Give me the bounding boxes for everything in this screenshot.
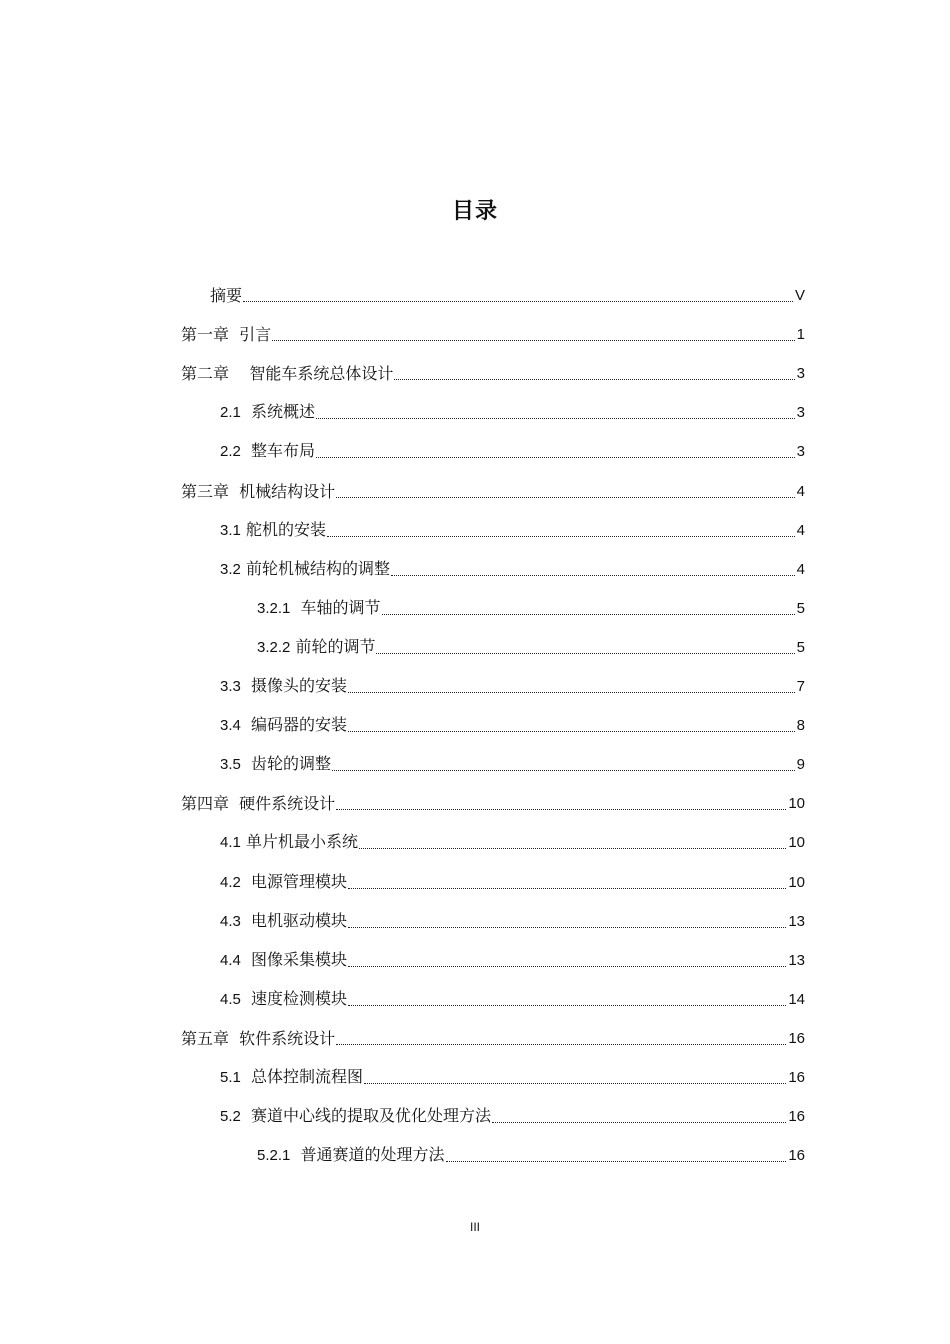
toc-entry-page: 16 bbox=[788, 1029, 805, 1047]
toc-entry-title: 第三章 机械结构设计 bbox=[181, 481, 336, 501]
toc-entry[interactable] bbox=[181, 360, 805, 384]
toc-entry-title: 图像采集模块 bbox=[240, 949, 348, 969]
toc-entry-title: 系统概述 bbox=[240, 402, 316, 422]
toc-entry-label bbox=[220, 832, 358, 853]
toc-entry-page: 13 bbox=[788, 912, 805, 930]
toc-entry[interactable] bbox=[181, 478, 805, 502]
toc-entry-page: 5 bbox=[796, 599, 805, 617]
toc-entry-title: 第五章 软件系统设计 bbox=[181, 1028, 336, 1048]
toc-entry-page: 10 bbox=[788, 795, 805, 813]
toc-entry-title: 舵机的安装 bbox=[240, 519, 326, 539]
toc-entry-title: 整车布局 bbox=[240, 441, 316, 461]
toc-dot-leader bbox=[336, 809, 786, 810]
toc-entry-title: 单片机最小系统 bbox=[240, 832, 358, 852]
toc-entry-number: 2.2 bbox=[220, 443, 241, 461]
toc-entry-number: 5.1 bbox=[220, 1069, 241, 1086]
toc-entry-page: 10 bbox=[788, 873, 805, 891]
toc-entry-label bbox=[220, 911, 347, 932]
toc-entry-number: 4.2 bbox=[220, 873, 241, 891]
toc-entry[interactable] bbox=[257, 634, 805, 658]
toc-entry[interactable] bbox=[181, 1025, 805, 1049]
page-number-footer: III bbox=[469, 1220, 480, 1234]
toc-entry-page: 13 bbox=[788, 951, 805, 969]
toc-entry[interactable] bbox=[220, 1064, 805, 1088]
toc-dot-leader bbox=[243, 301, 793, 302]
toc-entry-label bbox=[220, 715, 347, 736]
toc-entry-title: 第二章 智能车系统总体设计 bbox=[181, 364, 394, 384]
toc-entry-title: 摘要 bbox=[210, 286, 243, 305]
toc-entry-title: 第一章 引言 bbox=[181, 325, 272, 345]
toc-entry-label bbox=[220, 950, 347, 971]
toc-dot-leader bbox=[382, 614, 795, 615]
toc-entry-page: 4 bbox=[796, 482, 805, 500]
toc-entry-title: 前轮的调节 bbox=[290, 636, 376, 656]
toc-entry-label bbox=[257, 637, 375, 658]
toc-entry-number: 3.4 bbox=[220, 717, 241, 735]
toc-entry-page: 16 bbox=[788, 1108, 805, 1126]
toc-entry-label bbox=[220, 754, 331, 775]
toc-entry[interactable] bbox=[220, 947, 805, 971]
toc-entry-label bbox=[220, 441, 315, 462]
toc-dot-leader bbox=[272, 340, 794, 341]
toc-entry-number: 3.3 bbox=[220, 678, 241, 695]
toc-entry-number: 4.1 bbox=[220, 834, 241, 852]
toc-entry-label bbox=[181, 482, 335, 502]
toc-entry-label bbox=[220, 1106, 491, 1127]
toc-entry-label bbox=[181, 325, 271, 345]
page-title: 目录 bbox=[451, 199, 498, 224]
toc-entry-page: 4 bbox=[796, 521, 805, 539]
toc-entry-page: 3 bbox=[796, 443, 805, 461]
toc-entry-title: 电机驱动模块 bbox=[240, 910, 348, 930]
toc-entry-title: 普通赛道的处理方法 bbox=[290, 1145, 445, 1165]
toc-entry-number: 3.2 bbox=[220, 560, 241, 578]
toc-entry-page: 16 bbox=[788, 1147, 805, 1165]
toc-entry-number: 5.2 bbox=[220, 1108, 241, 1126]
toc-entry-page: 3 bbox=[796, 404, 805, 422]
toc-entry[interactable] bbox=[181, 790, 805, 814]
toc-dot-leader bbox=[327, 536, 795, 537]
toc-dot-leader bbox=[364, 1083, 786, 1084]
toc-entry-number: 2.1 bbox=[220, 404, 241, 422]
toc-entry-label bbox=[220, 520, 326, 541]
toc-entry-page: 9 bbox=[796, 756, 805, 774]
toc-dot-leader bbox=[316, 418, 795, 419]
toc-entry-label bbox=[220, 559, 390, 580]
toc-entry[interactable] bbox=[220, 829, 805, 853]
toc-dot-leader bbox=[492, 1122, 786, 1123]
toc-entry-page: 10 bbox=[788, 834, 805, 852]
toc-entry-label bbox=[220, 872, 347, 893]
toc-dot-leader bbox=[348, 966, 786, 967]
toc-entry-page: 14 bbox=[788, 990, 805, 1008]
toc-entry[interactable] bbox=[210, 282, 805, 306]
toc-entry[interactable] bbox=[220, 517, 805, 541]
toc-entry-number: 3.2.2 bbox=[257, 638, 291, 656]
toc-dot-leader bbox=[348, 888, 786, 889]
toc-entry-page: 3 bbox=[796, 365, 805, 383]
toc-entry-label bbox=[220, 989, 347, 1010]
toc-dot-leader bbox=[359, 848, 786, 849]
toc-entry-label bbox=[220, 676, 347, 697]
toc-entry-page: 16 bbox=[788, 1069, 805, 1086]
toc-entry-page: 1 bbox=[796, 326, 805, 344]
toc-entry-number: 4.4 bbox=[220, 951, 241, 969]
toc-entry-label bbox=[257, 598, 381, 619]
toc-dot-leader bbox=[348, 692, 795, 693]
toc-entry-title: 总体控制流程图 bbox=[240, 1067, 364, 1086]
toc-entry[interactable] bbox=[220, 869, 805, 893]
toc-entry-title: 编码器的安装 bbox=[240, 715, 348, 735]
toc-entry[interactable] bbox=[220, 751, 805, 775]
toc-dot-leader bbox=[348, 1005, 786, 1006]
toc-entry-label bbox=[181, 1029, 335, 1049]
toc-entry-number: 4.3 bbox=[220, 912, 241, 930]
toc-entry-label bbox=[181, 364, 393, 384]
toc-entry-title: 车轴的调节 bbox=[290, 597, 381, 617]
toc-entry-number: 3.5 bbox=[220, 756, 241, 774]
toc-entry-label bbox=[257, 1145, 445, 1166]
toc-dot-leader bbox=[394, 379, 794, 380]
toc-entry-page: V bbox=[794, 287, 805, 304]
toc-entry-number: 5.2.1 bbox=[257, 1147, 291, 1165]
toc-dot-leader bbox=[348, 927, 786, 928]
toc-entry-label bbox=[220, 1067, 363, 1088]
toc-entry-number: 3.2.1 bbox=[257, 599, 291, 617]
toc-entry-page: 7 bbox=[796, 678, 805, 695]
toc-entry-number: 3.1 bbox=[220, 521, 241, 539]
toc-entry[interactable] bbox=[220, 438, 805, 462]
toc-entry-title: 电源管理模块 bbox=[240, 871, 348, 891]
toc-entry-label bbox=[220, 402, 315, 423]
toc-entry[interactable] bbox=[220, 986, 805, 1010]
toc-entry-title: 齿轮的调整 bbox=[240, 754, 332, 774]
toc-entry[interactable] bbox=[220, 556, 805, 580]
toc-entry-page: 4 bbox=[796, 560, 805, 578]
toc-entry-page: 8 bbox=[796, 717, 805, 735]
toc-entry[interactable] bbox=[257, 595, 805, 619]
toc-entry[interactable] bbox=[220, 399, 805, 423]
toc-dot-leader bbox=[316, 457, 795, 458]
toc-entry-title: 前轮机械结构的调整 bbox=[240, 558, 390, 578]
toc-dot-leader bbox=[336, 1044, 786, 1045]
toc-dot-leader bbox=[446, 1161, 787, 1162]
toc-dot-leader bbox=[391, 575, 795, 576]
toc-entry[interactable] bbox=[220, 673, 805, 697]
toc-entry-title: 摄像头的安装 bbox=[240, 676, 348, 695]
toc-dot-leader bbox=[348, 731, 795, 732]
toc-entry-label bbox=[181, 794, 335, 814]
toc-entry-title: 速度检测模块 bbox=[240, 988, 348, 1008]
toc-entry[interactable] bbox=[220, 712, 805, 736]
toc-entry-label bbox=[210, 286, 242, 306]
toc-dot-leader bbox=[332, 770, 795, 771]
toc-entry-page: 5 bbox=[796, 638, 805, 656]
toc-entry[interactable] bbox=[181, 321, 805, 345]
toc-entry-title: 第四章 硬件系统设计 bbox=[181, 794, 336, 814]
toc-entry-title: 赛道中心线的提取及优化处理方法 bbox=[240, 1106, 492, 1126]
toc-dot-leader bbox=[336, 497, 794, 498]
toc-entry-number: 4.5 bbox=[220, 990, 241, 1008]
toc-entry[interactable] bbox=[257, 1142, 805, 1166]
toc-entry[interactable] bbox=[220, 1103, 805, 1127]
toc-entry[interactable] bbox=[220, 908, 805, 932]
toc-dot-leader bbox=[376, 653, 794, 654]
